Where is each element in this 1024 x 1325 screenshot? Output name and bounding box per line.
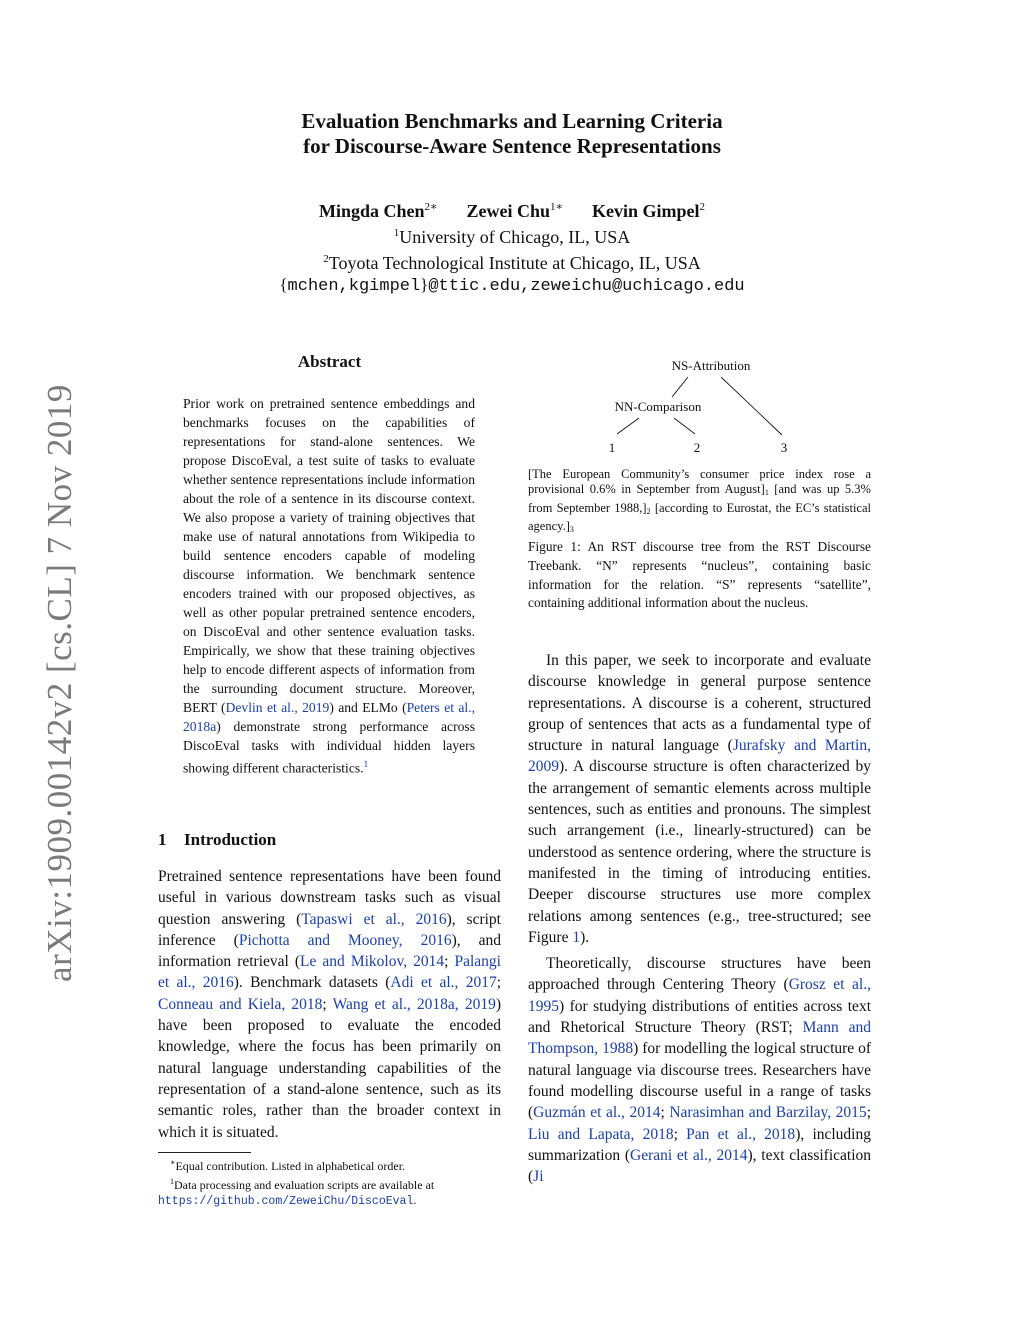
email-names: mchen,kgimpel <box>287 277 421 296</box>
footnote-1-text: Equal contribution. Listed in alphabetical order. <box>175 1159 406 1173</box>
section-number: 1 <box>158 830 167 849</box>
right-paragraph-1 <box>528 650 871 948</box>
cite-grosz[interactable]: Grosz et al., 1995 <box>528 976 871 1015</box>
footnote-ref-1[interactable]: 1 <box>363 759 369 769</box>
cite-narasimhan[interactable]: Narasimhan and Barzilay, 2015 <box>669 1104 867 1122</box>
cite-guzman[interactable]: Guzmán et al., 2014 <box>533 1104 661 1122</box>
author-block <box>0 196 1024 298</box>
figure-1-caption: Figure 1: An RST discourse tree from the RST Discourse Treebank. “N” represents “nucleus”, containing basic information for the relation. “S” represents “satellite”, containing additional information about the nucleus. <box>528 539 871 611</box>
rst-tree-figure <box>528 350 871 460</box>
right-column-body <box>528 650 871 1187</box>
tree-inner-label: NN-Comparison <box>614 399 702 414</box>
right-p2-sep-2: ; <box>866 1104 871 1122</box>
footnote-rule <box>158 1152 251 1153</box>
tree-edge-root-inner <box>672 377 688 397</box>
affiliation-2 <box>0 248 1024 274</box>
abstract-text-3: ) demonstrate strong performance across DiscoEval tasks with individual hidden layers showing different characteristics. <box>183 719 475 776</box>
tree-leaf-2: 2 <box>693 440 701 455</box>
intro-sep-2: ; <box>496 974 502 992</box>
tree-edge-inner-leaf1 <box>617 418 639 434</box>
tree-edge-inner-leaf2 <box>674 418 695 434</box>
cite-liu[interactable]: Liu and Lapata, 2018 <box>528 1125 674 1143</box>
cite-peters[interactable]: Peters et al., 2018a <box>183 700 475 734</box>
segment-2: [and was up 5.3% from September 1988,] <box>528 482 871 515</box>
abstract-text-1: Prior work on pretrained sentence embeddings and benchmarks focuses on the capabilities of representations for stand-alone sentences. We propose DiscoEval, a test suite of tasks to evaluate whether sentence representations include information about the role of a sentence in its discourse context. We also propose a variety of training objectives that make use of natural annotations from Wikipedia to build sentence encoders capable of modeling discourse information. We benchmark sentence encoders trained with our proposed objectives, as well as other popular pretrained sentence encoders, on DiscoEval and other sentence evaluation tasks. Empirically, we show that these training objectives help to encode different aspects of information from the surrounding document structure. Moreover, BERT ( <box>183 396 475 715</box>
section-heading-introduction <box>158 830 276 850</box>
email-domains: @ttic.edu,zeweichu@uchicago.edu <box>428 277 745 296</box>
cite-devlin[interactable]: Devlin et al., 2019 <box>225 700 330 715</box>
segment-2-index: 2 <box>646 506 651 516</box>
right-p2-text-e: ), text classification ( <box>528 1146 872 1186</box>
footnote-1 <box>158 1155 501 1174</box>
tree-leaf-1: 1 <box>608 440 616 455</box>
email-brace-close: } <box>420 275 429 294</box>
cite-conneau[interactable]: Conneau and Kiela, 2018 <box>158 995 323 1013</box>
intro-text-d: ). Benchmark datasets ( <box>233 974 391 992</box>
intro-sep-3: ; <box>322 995 333 1013</box>
footnote-1-mark: ∗ <box>170 1158 176 1167</box>
intro-text-c: ), and information retrieval ( <box>158 931 502 971</box>
right-p1-text-b: ). A discourse structure is often characterized by the arrangement of semantic elements across multiple sentences, such as entities and pronouns. The simplest such arrangement (i.e., linearly-structured) can be understood as sentence ordering, where the structure is manifested in the timing of introducing entities. Deeper discourse structures use more complex relations among sentences (e.g., tree-structured; see Figure <box>528 758 871 946</box>
affiliation-1 <box>0 222 1024 248</box>
title-line-1: Evaluation Benchmarks and Learning Criteria <box>301 109 723 133</box>
cite-ji[interactable]: Ji <box>533 1168 544 1186</box>
segment-1: [The European Community’s consumer price index rose a provisional 0.6% in September from August] <box>528 467 871 497</box>
author-1: Mingda Chen <box>318 201 425 221</box>
intro-text-e: ) have been proposed to evaluate the encoded knowledge, where the focus has been primarily on natural language understanding capabilities of the representation of a stand-alone sentence, such as its semantic roles, rather than the broader context in which it is situated. <box>158 995 501 1141</box>
right-paragraph-2 <box>528 953 871 1187</box>
affiliation-2-text: Toyota Technological Institute at Chicago, IL, USA <box>328 253 701 273</box>
figure-1-ref[interactable]: 1 <box>572 928 581 946</box>
cite-jurafsky[interactable]: Jurafsky and Martin, 2009 <box>528 737 871 776</box>
affiliation-1-mark: 1 <box>393 227 400 239</box>
right-p2-text-d: ), including summarization ( <box>528 1125 871 1164</box>
tree-root-label: NS-Attribution <box>671 358 751 373</box>
tree-edge-root-leaf3 <box>721 377 782 435</box>
arxiv-id: arXiv:1909.00142v2 [cs.CL] 7 Nov 2019 <box>40 384 79 982</box>
segment-3-index: 3 <box>569 525 574 535</box>
affiliation-1-text: University of Chicago, IL, USA <box>399 227 631 247</box>
footnote-2-mark: 1 <box>170 1177 174 1186</box>
author-2: Zewei Chu <box>466 201 551 221</box>
right-p2-text-a: Theoretically, discourse structures have been approached through Centering Theory ( <box>528 955 871 994</box>
abstract-text-2: ) and ELMo ( <box>329 700 407 715</box>
right-p2-sep-1: ; <box>660 1104 670 1122</box>
footnote-2 <box>158 1174 501 1193</box>
tree-leaf-3: 3 <box>780 440 788 455</box>
right-p1-text-a: In this paper, we seek to incorporate and evaluate discourse knowledge in general purpose sentence representations. A discourse is a coherent, structured group of sentences that acts as a fundamental type of structure in natural language ( <box>528 652 871 755</box>
title-line-2: for Discourse-Aware Sentence Representations <box>303 134 721 158</box>
footnote-2-end: . <box>413 1193 417 1207</box>
cite-palangi[interactable]: Palangi et al., 2016 <box>158 953 501 992</box>
cite-le-mikolov[interactable]: Le and Mikolov, 2014 <box>300 953 445 971</box>
footnotes <box>158 1155 501 1209</box>
paper-title <box>0 109 1024 159</box>
abstract-body <box>183 394 475 778</box>
right-p1-text-c: ). <box>580 928 590 946</box>
intro-text-a: Pretrained sentence representations have been found useful in various downstream tasks such as visual question answering ( <box>158 868 501 928</box>
cite-wang[interactable]: Wang et al., 2018a, 2019 <box>332 995 496 1013</box>
right-p2-text-c: ) for modelling the logical structure of natural language via discourse trees. Researchers have found modelling discourse useful in a range of tasks ( <box>528 1040 871 1122</box>
figure-example-text <box>528 467 871 538</box>
right-p2-text-b: ) for studying distributions of entities across text and Rhetorical Structure Theory (RST; <box>528 997 871 1037</box>
author-2-mark: 1∗ <box>550 201 563 213</box>
cite-adi[interactable]: Adi et al., 2017 <box>390 974 497 992</box>
section-title: Introduction <box>184 830 277 849</box>
intro-text-b: ), script inference ( <box>158 910 501 949</box>
author-emails[interactable] <box>0 274 1024 298</box>
segment-3: [according to Eurostat, the EC’s statistical agency.] <box>528 500 871 534</box>
cite-pichotta[interactable]: Pichotta and Mooney, 2016 <box>238 931 452 949</box>
segment-1-index: 1 <box>764 488 769 498</box>
discoeval-url-link[interactable]: https://github.com/ZeweiChu/DiscoEval <box>158 1195 414 1208</box>
author-3: Kevin Gimpel <box>592 201 700 221</box>
introduction-paragraph <box>158 866 501 1143</box>
affiliation-2-mark: 2 <box>323 253 329 265</box>
author-3-mark: 2 <box>699 201 705 213</box>
email-brace-open: { <box>279 275 288 294</box>
intro-sep-1: ; <box>444 953 455 971</box>
author-1-mark: 2∗ <box>424 201 438 213</box>
cite-gerani[interactable]: Gerani et al., 2014 <box>630 1146 748 1164</box>
abstract-heading: Abstract <box>297 352 362 371</box>
footnote-2-text: Data processing and evaluation scripts are available at <box>174 1178 435 1192</box>
cite-mann[interactable]: Mann and Thompson, 1988 <box>528 1019 871 1058</box>
right-p2-sep-3: ; <box>673 1125 687 1143</box>
cite-tapaswi[interactable]: Tapaswi et al., 2016 <box>301 910 447 928</box>
cite-pan[interactable]: Pan et al., 2018 <box>686 1125 796 1143</box>
author-names <box>0 196 1024 222</box>
